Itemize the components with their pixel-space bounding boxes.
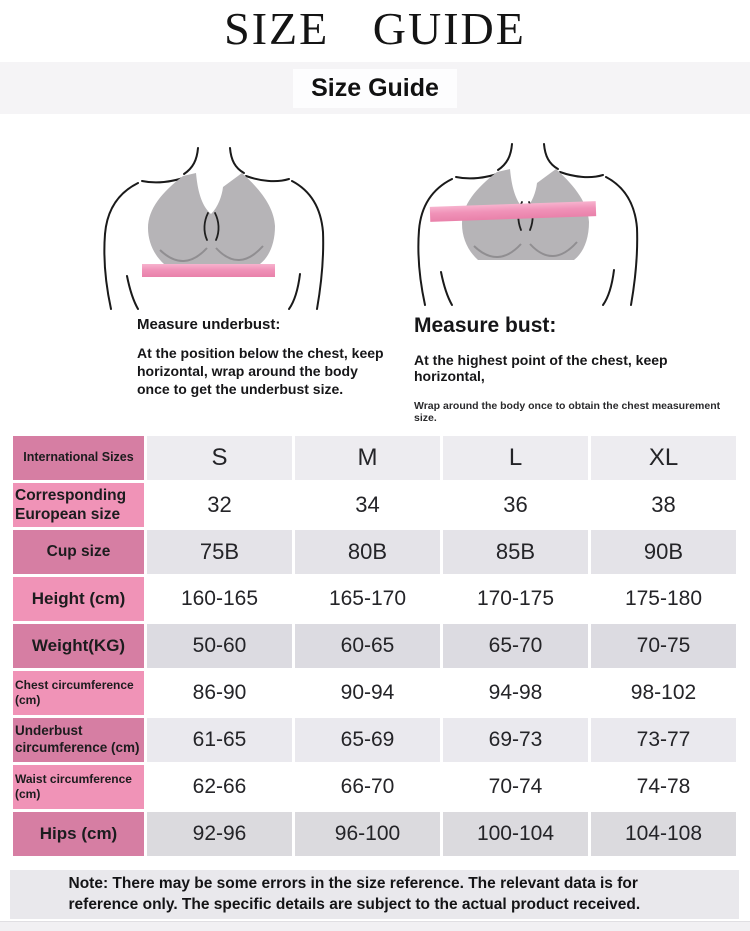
row-label: Underbust circumference (cm)	[13, 718, 144, 762]
table-row	[13, 718, 736, 762]
row-label: Waist circumference (cm)	[13, 765, 144, 809]
row-label: Corresponding European size	[13, 483, 144, 527]
size-cell: 90-94	[295, 671, 440, 715]
size-cell: 165-170	[295, 577, 440, 621]
size-cell: 170-175	[443, 577, 588, 621]
bra-shape	[148, 173, 275, 264]
size-cell: 90B	[591, 530, 736, 574]
size-cell: 80B	[295, 530, 440, 574]
size-cell: 70-74	[443, 765, 588, 809]
size-cell: 75B	[147, 530, 292, 574]
row-label: International Sizes	[13, 436, 144, 480]
row-label: Chest circumference (cm)	[13, 671, 144, 715]
size-cell: 65-69	[295, 718, 440, 762]
table-row	[13, 577, 736, 621]
size-cell: 34	[295, 483, 440, 527]
page-title: SIZE GUIDE	[224, 3, 526, 54]
note-block	[10, 870, 739, 919]
size-cell: 73-77	[591, 718, 736, 762]
size-cell: 65-70	[443, 624, 588, 668]
underbust-heading: Measure underbust:	[137, 316, 281, 333]
size-cell: 104-108	[591, 812, 736, 856]
size-cell: 96-100	[295, 812, 440, 856]
size-cell: 36	[443, 483, 588, 527]
table-row	[13, 624, 736, 668]
table-row	[13, 671, 736, 715]
row-label: Cup size	[13, 530, 144, 574]
size-cell: M	[295, 436, 440, 480]
underbust-instructions	[137, 316, 389, 399]
page-subtitle: Size Guide	[293, 69, 457, 108]
size-cell: 74-78	[591, 765, 736, 809]
size-cell: 60-65	[295, 624, 440, 668]
bust-instructions	[414, 314, 734, 424]
size-cell: 86-90	[147, 671, 292, 715]
size-cell: 100-104	[443, 812, 588, 856]
table-row	[13, 765, 736, 809]
note-text: Note: There may be some errors in the size reference. The relevant data is for reference only. The specific details are subject to the actual product received.	[68, 875, 641, 913]
bust-body-line2: Wrap around the body once to obtain the chest measurement size.	[414, 400, 721, 424]
size-cell: 61-65	[147, 718, 292, 762]
subtitle-strip	[0, 62, 750, 114]
table-row	[13, 530, 736, 574]
table-row	[13, 812, 736, 856]
size-table	[10, 433, 739, 859]
size-cell: 92-96	[147, 812, 292, 856]
size-cell: 66-70	[295, 765, 440, 809]
underbust-tape-band	[142, 264, 275, 277]
bust-measurement-figure	[392, 142, 660, 307]
table-row	[13, 483, 736, 527]
bust-body-line1: At the highest point of the chest, keep horizontal,	[414, 352, 668, 384]
size-cell: 62-66	[147, 765, 292, 809]
size-cell: 160-165	[147, 577, 292, 621]
size-cell: 50-60	[147, 624, 292, 668]
underbust-body: At the position below the chest, keep horizontal, wrap around the body once to get the underbust size.	[137, 345, 384, 398]
size-cell: L	[443, 436, 588, 480]
bust-heading: Measure bust:	[414, 314, 557, 337]
table-row	[13, 436, 736, 480]
size-cell: 70-75	[591, 624, 736, 668]
row-label: Weight(KG)	[13, 624, 144, 668]
row-label: Hips (cm)	[13, 812, 144, 856]
size-cell: 94-98	[443, 671, 588, 715]
underbust-measurement-figure	[78, 146, 346, 311]
size-cell: 85B	[443, 530, 588, 574]
row-label: Height (cm)	[13, 577, 144, 621]
size-cell: XL	[591, 436, 736, 480]
size-cell: 38	[591, 483, 736, 527]
size-cell: 69-73	[443, 718, 588, 762]
size-cell: S	[147, 436, 292, 480]
size-cell: 32	[147, 483, 292, 527]
size-cell: 98-102	[591, 671, 736, 715]
size-cell: 175-180	[591, 577, 736, 621]
